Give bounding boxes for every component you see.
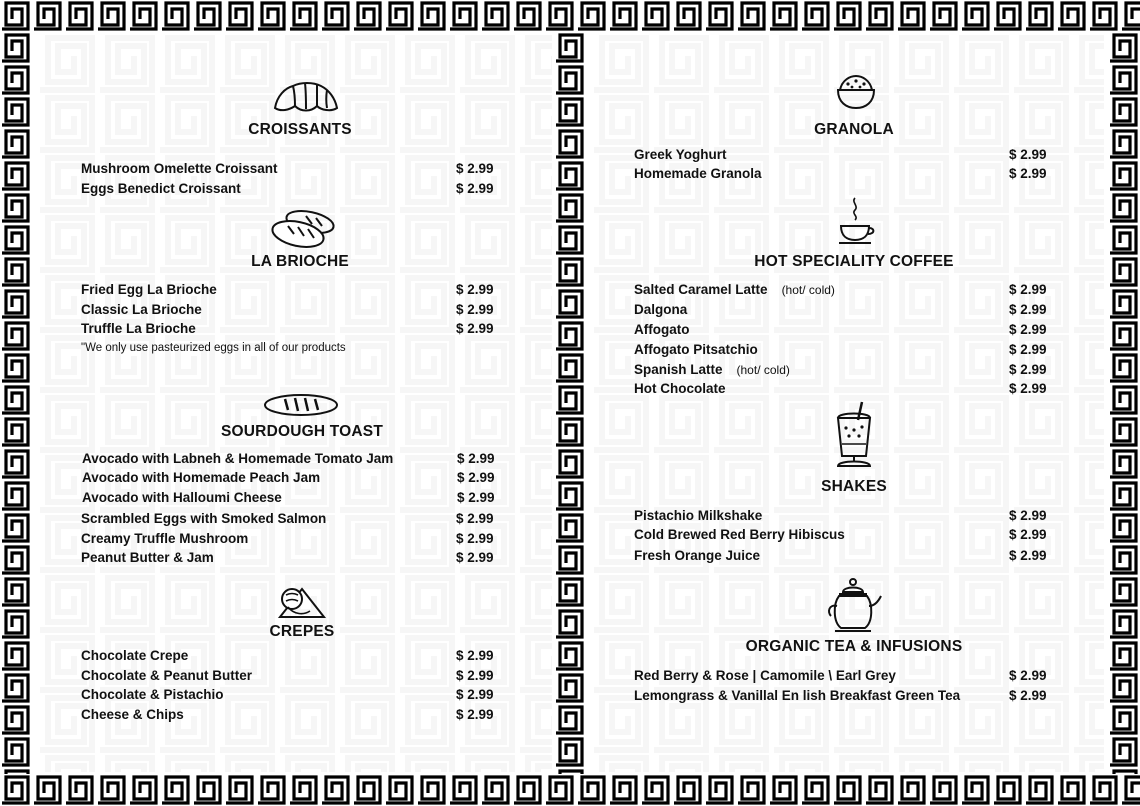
left-panel: [0, 0, 560, 806]
egg-note: "We only use pasteurized eggs in all of our products: [81, 342, 346, 354]
coffee-item-price: $ 2.99: [1009, 322, 1047, 337]
tea-item-price: $ 2.99: [1009, 668, 1047, 683]
granola-item-price: $ 2.99: [1009, 166, 1047, 181]
croissants-item-price: $ 2.99: [456, 181, 494, 196]
shakes-item-price: $ 2.99: [1009, 548, 1047, 563]
shakes-item-name: Fresh Orange Juice: [634, 548, 761, 563]
sourdough-item-price: $ 2.99: [457, 470, 495, 485]
sourdough-item-price: $ 2.99: [456, 511, 494, 526]
shakes-item-name: Cold Brewed Red Berry Hibiscus: [634, 527, 845, 542]
coffee-item-price: $ 2.99: [1009, 282, 1047, 297]
croissants-item-name: Mushroom Omelette Croissant: [81, 161, 278, 176]
coffee-item-name: Affogato Pitsatchio: [634, 342, 758, 357]
sourdough-item-name: Peanut Butter & Jam: [81, 550, 214, 565]
tea-item-name: Red Berry & Rose | Camomile \ Earl Grey: [634, 668, 896, 683]
shakes-item-name: Pistachio Milkshake: [634, 508, 763, 523]
crepes-item-price: $ 2.99: [456, 707, 494, 722]
bread-rolls-icon: [270, 206, 336, 250]
tea-item-name: Lemongrass & Vanillal En lish Breakfast Green Tea: [634, 688, 961, 703]
brioche-item-price: $ 2.99: [456, 282, 494, 297]
hot-cold-tag: (hot/ cold): [736, 363, 790, 377]
brioche-item-price: $ 2.99: [456, 321, 494, 336]
tea-title: ORGANIC TEA & INFUSIONS: [745, 638, 963, 655]
coffee-item-label: Salted Caramel Latte: [634, 282, 768, 297]
crepes-item-name: Chocolate & Peanut Butter: [81, 668, 253, 683]
granola-item-price: $ 2.99: [1009, 147, 1047, 162]
brioche-item-price: $ 2.99: [456, 302, 494, 317]
baguette-icon: [263, 393, 339, 417]
granola-item-name: Greek Yoghurt: [634, 147, 727, 162]
coffee-item-name: Affogato: [634, 322, 690, 337]
crepes-item-price: $ 2.99: [456, 648, 494, 663]
croissants-item-price: $ 2.99: [456, 161, 494, 176]
milkshake-icon: [832, 400, 876, 472]
sourdough-item-name: Avocado with Halloumi Cheese: [82, 490, 282, 505]
crepes-item-name: Chocolate Crepe: [81, 648, 189, 663]
brioche-item-name: Classic La Brioche: [81, 302, 202, 317]
croissants-title: CROISSANTS: [248, 121, 352, 138]
crepes-item-price: $ 2.99: [456, 668, 494, 683]
shakes-title: SHAKES: [821, 478, 887, 495]
sourdough-item-name: Creamy Truffle Mushroom: [81, 531, 249, 546]
sourdough-item-price: $ 2.99: [456, 550, 494, 565]
coffee-item-name: Dalgona: [634, 302, 688, 317]
hot-cold-tag: (hot/ cold): [781, 283, 835, 297]
sourdough-item-price: $ 2.99: [457, 451, 495, 466]
crepes-item-name: Cheese & Chips: [81, 707, 184, 722]
crepes-item-name: Chocolate & Pistachio: [81, 687, 224, 702]
teapot-icon: [825, 576, 883, 634]
sourdough-item-name: Avocado with Labneh & Homemade Tomato Jam: [82, 451, 394, 466]
tea-item-price: $ 2.99: [1009, 688, 1047, 703]
coffee-item-label: Spanish Latte: [634, 362, 723, 377]
coffee-cup-icon: [837, 196, 877, 248]
sourdough-title: SOURDOUGH TOAST: [220, 423, 384, 440]
coffee-item-name: [634, 282, 835, 297]
brioche-item-name: Truffle La Brioche: [81, 321, 196, 336]
coffee-item-price: $ 2.99: [1009, 362, 1047, 377]
coffee-item-price: $ 2.99: [1009, 381, 1047, 396]
shakes-item-price: $ 2.99: [1009, 527, 1047, 542]
coffee-item-name: [634, 362, 790, 377]
shakes-item-price: $ 2.99: [1009, 508, 1047, 523]
crepes-item-price: $ 2.99: [456, 687, 494, 702]
sourdough-item-name: Scrambled Eggs with Smoked Salmon: [81, 511, 327, 526]
granola-title: GRANOLA: [814, 121, 894, 138]
croissant-icon: [271, 78, 341, 118]
brioche-title: LA BRIOCHE: [251, 253, 349, 270]
crepes-title: CREPES: [269, 623, 335, 640]
sourdough-item-price: $ 2.99: [457, 490, 495, 505]
coffee-title: HOT SPECIALITY COFFEE: [754, 253, 954, 270]
coffee-item-price: $ 2.99: [1009, 342, 1047, 357]
sourdough-item-name: Avocado with Homemade Peach Jam: [82, 470, 321, 485]
coffee-item-name: Hot Chocolate: [634, 381, 726, 396]
sourdough-item-price: $ 2.99: [456, 531, 494, 546]
right-panel: [560, 0, 1140, 806]
croissants-item-name: Eggs Benedict Croissant: [81, 181, 241, 196]
coffee-item-price: $ 2.99: [1009, 302, 1047, 317]
brioche-item-name: Fried Egg La Brioche: [81, 282, 217, 297]
granola-item-name: Homemade Granola: [634, 166, 762, 181]
crepe-icon: [276, 581, 328, 621]
granola-bowl-icon: [834, 72, 878, 112]
